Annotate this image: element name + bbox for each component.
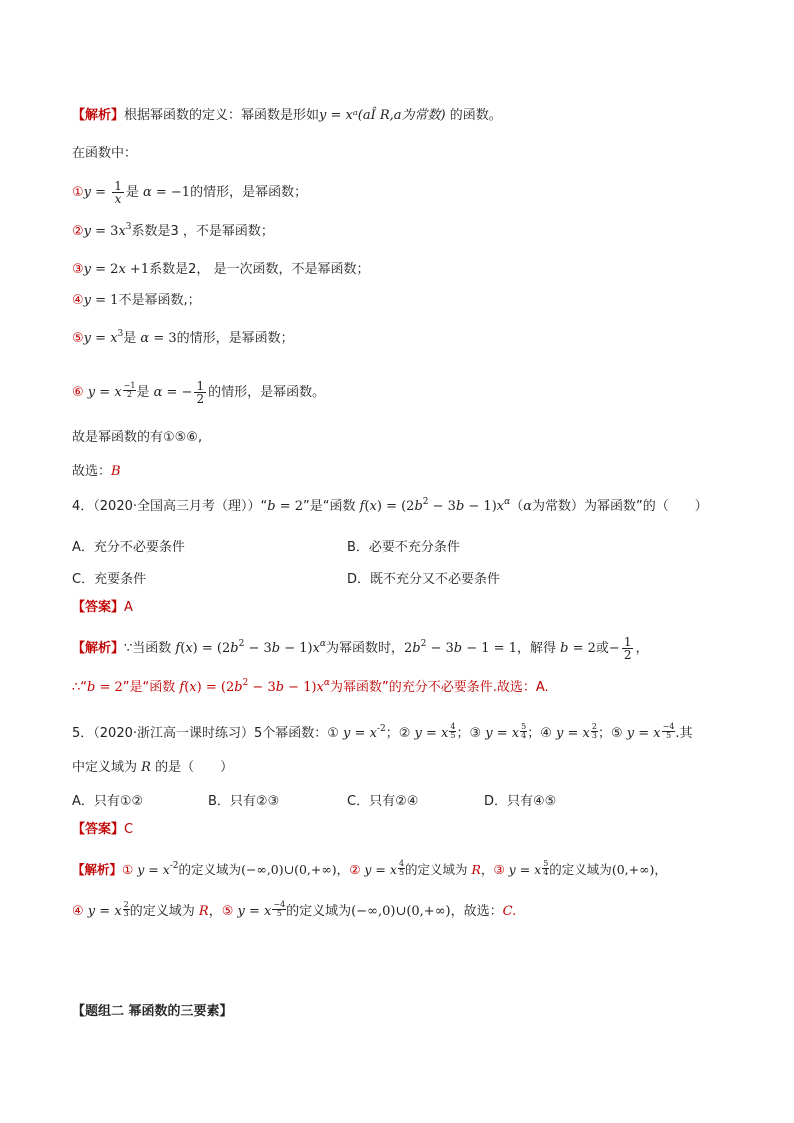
analysis-text-end: 的函数。 (445, 108, 502, 123)
q3-conclusion: 故是幂函数的有①⑤⑥, (72, 430, 203, 445)
q3-item-5: ⑤y = $x^3$是 α = 3的情形，是幂函数； (72, 329, 294, 346)
item-marker: ① (72, 185, 84, 200)
analysis-tag: 【解析】 (72, 108, 125, 123)
q5-answer: 【答案】C (72, 822, 134, 837)
q5-option-b: B．只有②③ (208, 794, 280, 809)
section-title: 【题组二 幂函数的三要素】 (72, 1004, 233, 1019)
q3-item-1: ①y = $\frac{1}{x}$ 是 α = −1的情形，是幂函数； (72, 179, 308, 206)
q5-option-d: D．只有④⑤ (484, 794, 557, 809)
q5-analysis-2: ④ y = x $\frac{2}{3}$ 的定义域为 R，⑤ y = x $\frac{-4}{5}$ 的定义域为(−∞,0)∪(0,+∞)，故选：C. (72, 900, 517, 919)
q3-item-2: ②y = $3x^3$系数是3 ，不是幂函数； (72, 222, 274, 239)
definition-formula: y = xᵃ(aÎ R,a为常数) (319, 108, 446, 123)
q3-item-3: ③y = 2x +1系数是2， 是一次函数，不是幂函数； (72, 262, 370, 277)
q3-choose: 故选：B (72, 464, 121, 479)
q5-option-a: A．只有①② (72, 794, 144, 809)
analysis-text: 根据幂函数的定义：幂函数是形如 (124, 108, 320, 123)
q4-option-c: C．充要条件 (72, 572, 147, 587)
q4-analysis-1: 【解析】∵当函数 $f(x) = (2b^2 - 3b - 1)x^\alpha$为幂函数时，$2b^2 - 3b - 1 = 1$，解得 b = 2或− $\frac{1}{2}$ ， (72, 635, 649, 662)
q4-stem: 4．（2020·全国高三月考（理））“b = 2”是“函数 $f(x) = (2b^2 - 3b - 1)x^\alpha(\alpha$为常数）为幂函数”的（ ） (72, 497, 708, 514)
q3-item-6: ⑥ y = x $\frac{-1}{2}$ 是 α = − $\frac{1}{2}$ 的情形，是幂函数。 (72, 379, 326, 406)
q4-answer-value: A (124, 600, 133, 615)
q5-analysis-1: 【解析】① $y = x^{-2}$的定义域为(−∞,0)∪(0,+∞)，② y = x $\frac{4}{5}$ 的定义域为 R，③ y = x $\frac{5}{4}$ 的定义域为(0,+∞)， (72, 859, 667, 877)
q3-intro: 在函数中： (72, 146, 138, 161)
q5-option-c: C．只有②④ (347, 794, 419, 809)
q4-analysis-2: ∴“b = 2”是“函数 $f(x) = (2b^2 - 3b - 1)x^\alpha$为幂函数”的充分不必要条件.故选：A. (72, 678, 549, 695)
fraction-1-over-x: $\frac{1}{x}$ (114, 179, 122, 206)
q4-option-d: D．既不充分又不必要条件 (347, 572, 501, 587)
q4-answer: 【答案】A (72, 600, 133, 615)
q5-stem-2: 中定义域为 R 的是（ ） (72, 760, 234, 775)
q4-option-a: A．充分不必要条件 (72, 540, 185, 555)
q3-item-4: ④y = 1不是幂函数,； (72, 293, 201, 308)
q3-answer: B (111, 464, 121, 479)
q5-stem: 5．（2020·浙江高一课时练习）5个幂函数：① $y = x^{-2}$；② y = x $\frac{4}{5}$ ；③ y = x $\frac{5}{4}$ ；④ y = x $\frac{2}{3}$ ；⑤ y = x $\frac{-4}{5}$ .其 (72, 722, 693, 741)
q5-answer-value: C (124, 822, 134, 837)
q3-analysis-line (72, 106, 734, 126)
q4-option-b: B．必要不充分条件 (347, 540, 460, 555)
